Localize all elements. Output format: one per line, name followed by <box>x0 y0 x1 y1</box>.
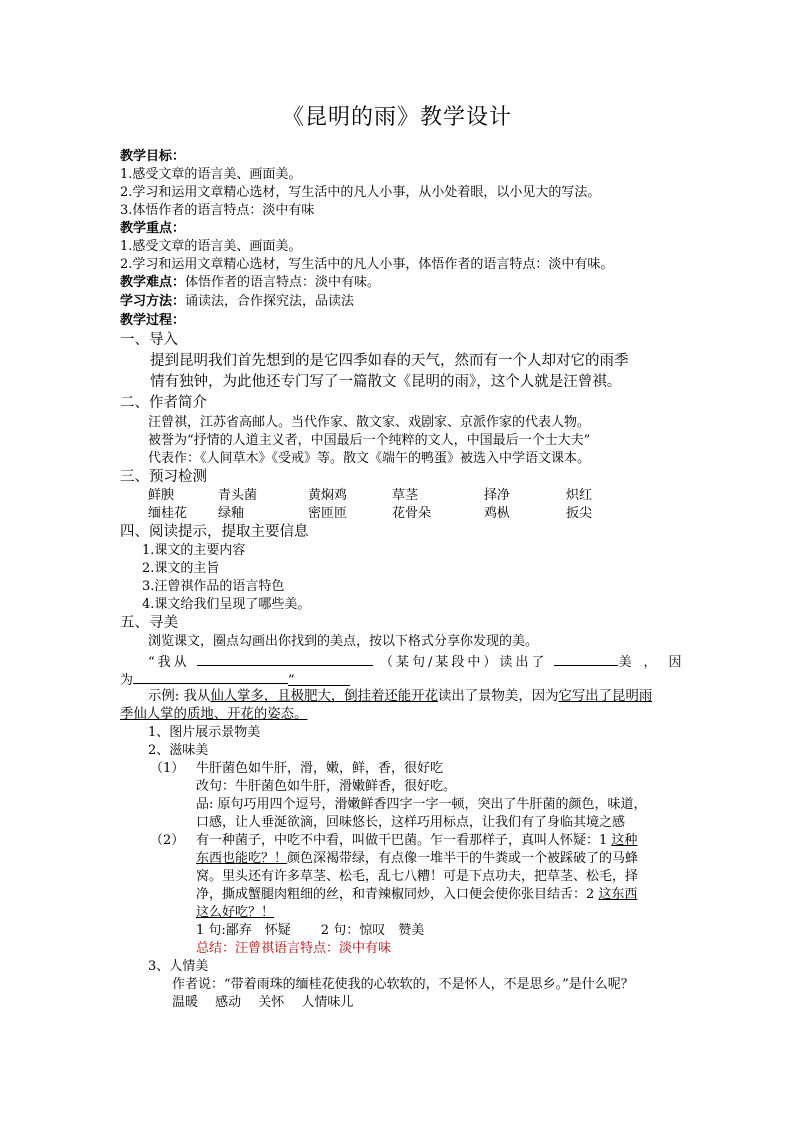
reading-tip-item: 2.课文的主旨 <box>142 561 220 576</box>
vocab-word: 鸡枞 <box>484 506 511 521</box>
example-underline: 季仙人掌的质地、开花的姿态。 <box>120 707 308 722</box>
document-title: 《昆明的雨》教学设计 <box>281 105 512 130</box>
vocab-word: 炽红 <box>566 488 593 503</box>
sentence-1-analysis: 1 句:鄙弃 怀疑 <box>196 923 291 938</box>
format-text: 美，因 <box>618 655 694 670</box>
key-point-item: 1.感受文章的语言美、画面美。 <box>120 239 302 254</box>
original-sentence: 牛肝菌色如牛肝，滑，嫩，鲜，香，很好吃 <box>196 761 444 776</box>
passage-text: 颜色深褐带绿，有点像一堆半干的牛粪或一个被踩破了的马蜂 <box>287 851 639 866</box>
answer-blank[interactable] <box>197 652 373 666</box>
reading-tip-item: 4.课文给我们呈现了哪些美。 <box>142 597 311 612</box>
vocab-word: 缅桂花 <box>148 506 188 521</box>
summary-line: 总结：汪曾祺语言特点：淡中有味 <box>196 941 392 956</box>
section-1-paragraph: 情有独钟，为此他还专门写了一篇散文《昆明的雨》，这个人就是汪曾祺。 <box>150 374 622 390</box>
answer-blank[interactable] <box>133 670 288 684</box>
format-line-2 <box>120 670 350 690</box>
author-line: 汪曾祺，江苏省高邮人。当代作家、散文家、戏剧家、京派作家的代表人物。 <box>148 415 591 430</box>
passage-underline: 这种 <box>611 833 638 848</box>
subsection-2: 2、滋味美 <box>148 743 209 758</box>
marker-2: （2） <box>150 833 185 848</box>
passage-line <box>196 832 637 850</box>
passage-line <box>196 850 638 868</box>
vocab-word: 花骨朵 <box>392 506 432 521</box>
objective-item: 3.体悟作者的语言特点：淡中有味 <box>120 203 315 218</box>
vocab-word: 黄焖鸡 <box>308 488 348 503</box>
marker-1: （1） <box>150 761 185 776</box>
answer-blank[interactable] <box>554 652 618 666</box>
section-3-heading: 三、预习检测 <box>120 469 207 485</box>
objective-item: 1.感受文章的语言美、画面美。 <box>120 167 302 182</box>
revised-sentence: 改句：牛肝菌色如牛肝，滑嫩鲜香，很好吃。 <box>196 779 457 794</box>
vocab-word: 密匝匝 <box>308 506 348 521</box>
methods-heading: 学习方法： <box>120 294 186 309</box>
sentence-2-analysis: 2 句：惊叹 赞美 <box>320 923 425 938</box>
key-points-heading: 教学重点： <box>120 221 186 236</box>
subsection-1: 1、图片展示景物美 <box>148 725 261 740</box>
vocab-word: 扳尖 <box>566 506 593 521</box>
difficulty-text: 体悟作者的语言特点：淡中有味。 <box>185 275 381 290</box>
vocab-word: 草茎 <box>392 488 419 503</box>
subsection-3: 3、人情美 <box>148 959 209 974</box>
author-line: 被誉为“抒情的人道主义者，中国最后一个纯粹的文人，中国最后一个士大夫” <box>148 433 591 448</box>
sentence-analysis <box>196 922 424 940</box>
author-line: 代表作：《人间草木》《受戒》等。散文《端午的鸭蛋》被选入中学语文课本。 <box>148 451 591 466</box>
section-4-heading: 四、阅读提示，提取主要信息 <box>120 524 309 540</box>
example-text: 读出了景物美，因为 <box>437 689 559 704</box>
vocab-word: 青头菌 <box>218 488 258 503</box>
vocab-word: 择净 <box>484 488 511 503</box>
passage-underline: 这东西 <box>598 887 638 902</box>
vocab-word: 鲜腴 <box>148 488 175 503</box>
format-text: （某句/某段中）读出了 <box>379 655 548 670</box>
difficulty-line <box>120 274 380 292</box>
search-beauty-intro: 浏览课文，圈点勾画出你找到的美点，按以下格式分享你发现的美。 <box>148 634 539 649</box>
methods-line <box>120 293 354 311</box>
analysis-line: 品: 原句巧用四个逗号，滑嫩鲜香四字一字一顿，突出了牛肝菌的颜色，味道， <box>196 797 647 812</box>
process-heading: 教学过程： <box>120 313 186 328</box>
reading-tip-item: 1.课文的主要内容 <box>142 543 246 558</box>
format-text: ” <box>288 673 295 688</box>
format-line <box>148 652 693 672</box>
methods-text: 诵读法，合作探究法，品读法 <box>185 294 355 309</box>
passage-underline: 东西也能吃？！ <box>196 851 288 866</box>
analysis-line: 口感，让人垂涎欲滴，回味悠长，这样巧用标点，让我们有了身临其境之感 <box>196 815 626 830</box>
vocab-word: 绿釉 <box>218 506 245 521</box>
example-label: 示例: 我从 <box>148 689 211 704</box>
passage-line <box>196 886 637 904</box>
example-line <box>148 688 652 706</box>
format-text: 为 <box>120 673 134 688</box>
section-5-heading: 五、寻美 <box>120 615 178 631</box>
answer-words: 温暖 感动 关怀 人情味儿 <box>172 995 354 1010</box>
example-underline: 仙人掌多，且极肥大，倒挂着还能开花 <box>210 689 438 704</box>
author-quote-question: 作者说：“带着雨珠的缅桂花使我的心软软的，不是怀人，不是思乡。”是什么呢？ <box>172 977 634 992</box>
answer-blank[interactable] <box>288 672 350 686</box>
passage-line: 窝。里头还有许多草茎、松毛，乱七八糟！可是下点功夫，把草茎、松毛，择 <box>196 869 639 884</box>
objective-item: 2.学习和运用文章精心选材，写生活中的凡人小事，从小处着眼，以小见大的写法。 <box>120 185 601 200</box>
section-1-heading: 一、导入 <box>120 332 178 348</box>
difficulty-heading: 教学难点： <box>120 275 186 290</box>
passage-underline: 这么好吃？！ <box>196 905 275 920</box>
section-1-paragraph: 提到昆明我们首先想到的是它四季如春的天气，然而有一个人却对它的雨季 <box>150 353 629 369</box>
example-underline: 它写出了昆明雨 <box>558 689 653 704</box>
section-2-heading: 二、作者简介 <box>120 395 207 411</box>
passage-text: 有一种菌子，中吃不中看，叫做干巴菌。乍一看那样子，真叫人怀疑：1 <box>196 833 612 848</box>
key-point-item: 2.学习和运用文章精心选材，写生活中的凡人小事，体悟作者的语言特点：淡中有味。 <box>120 257 614 272</box>
reading-tip-item: 3.汪曾祺作品的语言特色 <box>142 579 285 594</box>
passage-text: 净，撕成蟹腿肉粗细的丝，和青辣椒同炒，入口便会使你张目结舌：2 <box>196 887 599 902</box>
format-text: “我从 <box>148 655 190 670</box>
objectives-heading: 教学目标： <box>120 149 186 164</box>
